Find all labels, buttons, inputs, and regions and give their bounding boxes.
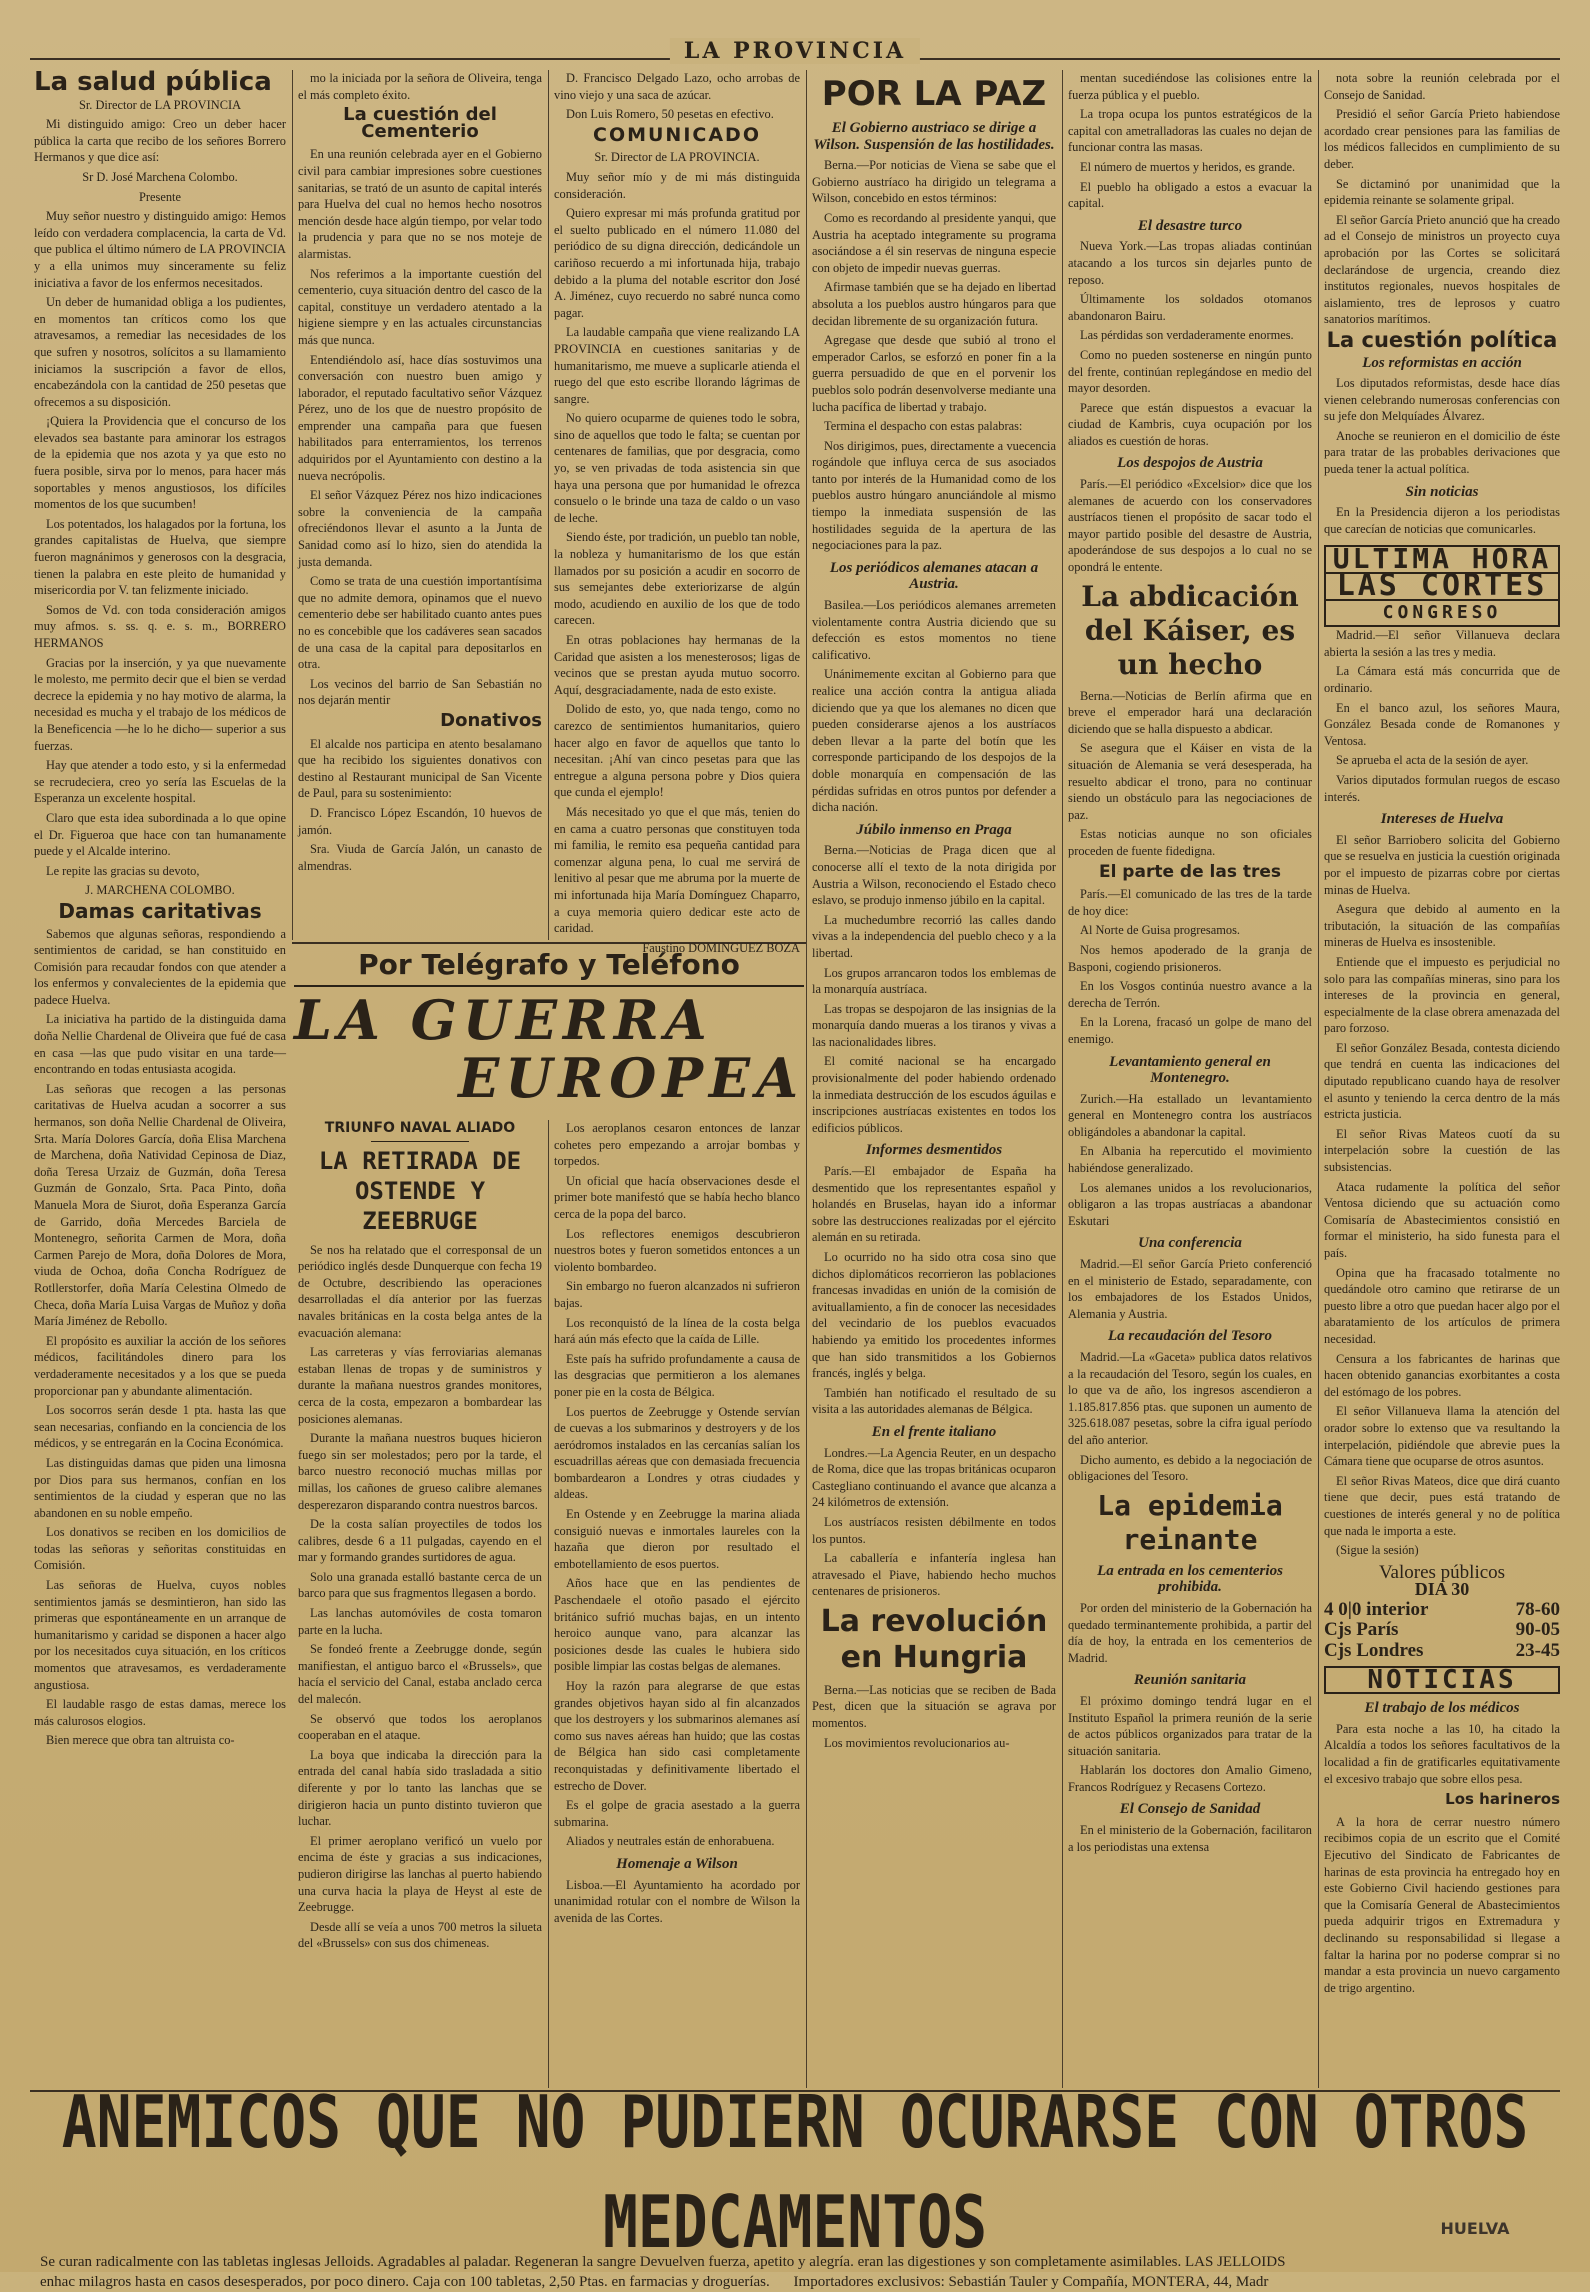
paragraph: Zurich.—Ha estallado un levantamiento general en Montenegro contra los austríacos obligándoles a abandonar la capital. [1068,1091,1312,1139]
paragraph: Los diputados reformistas, desde hace días vienen celebrando numerosas conferencias con su jefe don Melquíades Álvarez. [1324,376,1560,424]
article-title: La cuestión del Cementerio [343,104,497,142]
paragraph: D. Francisco Delgado Lazo, ocho arrobas de vino viejo y una saca de azúcar. [554,71,800,102]
article-title: Sin noticias [1405,483,1479,500]
paragraph: El pueblo ha obligado a estos a evacuar la capital. [1068,179,1312,211]
ad-text [30,2272,1560,2292]
ad-headline: ANEMICOS QUE NO PUDIERN OCURARSE CON OTROS MEDCAMENTOS [61,2079,1529,2265]
divider [371,1141,469,1142]
column-rule [292,70,293,940]
paragraph: Los donativos se reciben en los domicilios de todas las señoras y señoritas constituidas en Comisión. [34,1525,286,1573]
section-box: ULTIMA HORA [1324,545,1560,574]
article-title: La recaudación del Tesoro [1107,1328,1273,1345]
paragraph: Censura a los fabricantes de harinas que hacen obtenido ganancias exorbitantes a costa del estómago de los pobres. [1324,1351,1560,1399]
paragraph: En los Vosgos continúa nuestro avance a la derecha de Terrón. [1068,979,1312,1010]
paragraph: Sr. Director de LA PROVINCIA [78,97,242,112]
paragraph: Presidió el señor García Prieto habiendose acordado crear pensiones para las familias de los médicos fallecidos en cumplimiento de su deber. [1324,107,1560,171]
paragraph: Se observó que todos los aeroplanos cooperaban en el ataque. [298,1711,542,1743]
paragraph: Un oficial que hacía observaciones desde el primer bote manifestó que se había hecho blanco cerca de la popa del barco. [554,1173,800,1221]
ad-text: Se curan radicalmente con las tabletas inglesas Jelloids. Agradables al paladar. Regeneran la sangre Devuelven fuerza, apetito y alegría. eran las digestiones y son completamente asimilables. LAS JELLOIDS [40,2254,1286,2270]
paragraph: Nueva York.—Las tropas aliadas continúan atacando a los turcos sin dejarles punto de reposo. [1068,239,1312,287]
paragraph: Bien merece que obra tan altruista co- [46,1733,235,1748]
value-row [1324,1640,1560,1662]
paragraph: Al Norte de Guisa progresamos. [1080,923,1241,938]
paragraph: Sabemos que algunas señoras, respondiendo a sentimientos de caridad, se han constituido en Comisión para recaudar fondos con que atender a los enfermos y convalecientes de la epidemia que padece Huelva. [34,926,286,1007]
column-4 [812,70,1056,2088]
paragraph: El señor González Besada, contesta diciendo que tendrá en cuenta las indicaciones del diputado republicano cuando haya de resolver el asunto y teniendo la cerca dentro de la más estricta justicia. [1324,1040,1560,1122]
paragraph: Varios diputados formulan ruegos de escaso interés. [1324,772,1560,804]
paragraph: Se aprueba el acta de la sesión de ayer. [1336,753,1529,768]
paragraph: Sr. Director de LA PROVINCIA. [594,150,760,165]
paragraph: Berna.—Noticias de Praga dicen que al conocerse allí el texto de la nota dirigida por Austria a Wilson, reconociendo el Estado checo eslavo, se produjo inmenso júbilo en la capital. [812,843,1056,908]
article-title: La epidemia reinante [1097,1488,1283,1556]
paragraph: Presente [139,189,181,204]
paragraph: Parece que están dispuestos a evacuar la ciudad de Kambris, cuya ocupación por los aliados es cuestión de horas. [1068,400,1312,448]
paragraph: El señor Rivas Mateos, dice que dirá cuanto tiene que decir, pues está tratando de cuestiones de interés general y no de política que nada le importa a este. [1324,1473,1560,1538]
paragraph: Por orden del ministerio de la Gobernación ha quedado terminantemente prohibida, a partir del día de hoy, la entrada en los cementerios de Madrid. [1068,1600,1312,1665]
ad-text-part: enhac milagros hasta en casos desesperados, por poco dinero. Caja con 100 tabletas, 2,50 Ptas. en farmacias y droguerías. [40,2274,770,2290]
article-title: La cuestión política [1326,327,1558,352]
paragraph: Mi distinguido amigo: Creo un deber hacer pública la carta que recibo de los señores Borrero Hermanos y que dice así: [34,117,286,165]
war-column-1 [298,1120,542,2088]
paragraph: La iniciativa ha partido de la distinguida dama doña Nellie Chardenal de Oliveira que fué de casa en casa —las que pudo visitar en una tarde— encontrando en todas entusiasta acogida. [34,1012,286,1077]
value-amount: 78-60 [1515,1598,1560,1620]
paragraph: Sr D. José Marchena Colombo. [82,169,238,184]
paragraph: Durante la mañana nuestros buques hicieron fuego sin ser molestados; pero por la tarde, el barco nuestro reconoció muchas millas por millas, los cañones de grueso calibre alemanes desperezaron disparando contra nuestros barcos. [298,1431,542,1512]
value-amount: 23-45 [1515,1640,1560,1662]
masthead-title: LA PROVINCIA [670,38,920,64]
paragraph: Anoche se reunieron en el domicilio de éste para tratar de las probables derivaciones que pueda tener la actual política. [1324,428,1560,477]
paragraph: Es el golpe de gracia asestado a la guerra submarina. [554,1798,800,1829]
paragraph: La boya que indicaba la dirección para la entrada del canal había sido trasladada a sitio diferente y por lo tanto las lanchas que se dirigieron hacia un punto distinto tuvieron que luchar. [298,1747,542,1829]
paragraph: D. Francisco López Escandón, 10 huevos de jamón. [298,805,542,837]
value-label: Cjs París [1324,1619,1399,1641]
paragraph: El laudable rasgo de estas damas, merece los más calurosos elogios. [34,1697,286,1728]
column-rule [1062,70,1063,2088]
paragraph: Nos dirigimos, pues, directamente a vuecencia rogándole que influya cerca de sus asociados tanto por interés de la Humanidad como de los pueblos austro húngaro anunciándole al mismo tiempo la inmediata suspensión de las hostilidades seguida de la apertura de las negociaciones para la paz. [812,438,1056,553]
war-column-2 [554,1120,800,2088]
article-title: Homenaje a Wilson [616,1855,738,1872]
column-rule [548,70,549,940]
paragraph: La tropa ocupa los puntos estratégicos de la capital con ametralladoras las cuales no dejan de funcionar contra las masas. [1068,107,1312,155]
section-kicker: Por Telégrafo y Teléfono [358,948,740,981]
paragraph: Se asegura que el Káiser en vista de la situación de Alemania se verá desesperada, ha resuelto abdicar el trono, para no continuar siendo un obstáculo para las negociaciones de paz. [1068,741,1312,822]
paragraph: Entendiéndolo así, hace días sostuvimos una conversación con nuestro buen amigo y laborador, el reputado facultativo señor Vázquez Pérez, uno de los que de nuestro propósito de emprender una campaña para que fuesen habilitados para enterramientos, los terrenos adquiridos por el Ayuntamiento con destino a la nueva necrópolis. [298,352,542,483]
war-section-header [294,948,804,1110]
section-kicker: TRIUNFO NAVAL ALIADO [324,1120,516,1136]
values-title: Valores públicos [1378,1561,1506,1583]
article-title: El parte de las tres [1098,861,1282,882]
paragraph: En Ostende y en Zeebrugge la marina aliada consiguió nuevas e inmortales laureles con la hazaña que dieron por resultado el embotellamiento de esos puertos. [554,1507,800,1571]
divider [294,985,804,987]
article-title: La revolución en Hungria [820,1603,1048,1675]
article-title: El desastre turco [1137,217,1243,234]
paragraph: Las pérdidas son verdaderamente enormes. [1080,328,1294,343]
article-title: Levantamiento general en Montenegro. [1109,1053,1271,1087]
paragraph: Las distinguidas damas que piden una limosna por Dios para sus hermanos, confían en los sentimientos de la ciudad y esperan que no las abandonen en su noble empeño. [34,1455,286,1520]
paragraph: El primer aeroplano verificó un vuelo por encima de éste y gracias a sus indicaciones, pudieron dirigirse las lanchas al puerto habiendo una curva hacia la playa de Heyst al este de Zeebrugge. [298,1833,542,1915]
paragraph: A la hora de cerrar nuestro número recibimos copia de un escrito que el Comité Ejecutivo del Sindicato de Fabricantes de harinas de esta provincia ha entregado hoy en este Gobierno Civil haciendo gestiones para que la Comisaría General de Abastecimientos pueda adquirir trigos en Extremadura y declinando su responsabilidad si llegase a faltar la harina por no poderse comprar si no mandar a esta provincia un nuevo cargamento de trigo argentino. [1324,1814,1560,1995]
war-title-line-2: EUROPEA [458,1046,804,1110]
paragraph: Nos hemos apoderado de la granja de Basponi, cogiendo prisioneros. [1068,942,1312,974]
paragraph: Como se trata de una cuestión importantísima que no admite demora, opinamos que el nuevo cementerio debe ser habilitado cuanto antes pues no es concebible que los cadáveres sean sacados de una casa de la capital para depositarlos en otra. [298,574,542,672]
paragraph: El señor Vázquez Pérez nos hizo indicaciones sobre la conveniencia de la campaña ofreciéndonos llevar el asunto a la Junta de Sanidad como así lo hizo, sien do atendida la justa demanda. [298,488,542,569]
article-title: POR LA PAZ [821,74,1047,114]
paragraph: Agregase que desde que subió al trono el emperador Carlos, se esforzó en poner fin a la guerra persuadido de que en el porvenir los pueblos solo podrán desenvolverse mediante una lucha pacífica de libertad y trabajo. [812,333,1056,414]
paragraph: Los austríacos resisten débilmente en todos los puntos. [812,1514,1056,1546]
article-subtitle: La entrada en los cementerios prohibida. [1097,1562,1283,1596]
value-row [1324,1619,1560,1641]
archive-stamp: HUELVA [1440,2219,1510,2238]
paragraph: París.—El embajador de España ha desmentido que los representantes español y holandés en Bruselas, hayan ido a informar sobre las destrucciones realizadas por el ejército alemán en su retirada. [812,1164,1056,1245]
paragraph: Dicho aumento, es debido a la negociación de obligaciones del Tesoro. [1068,1452,1312,1484]
article-title: La abdicación del Káiser, es un hecho [1081,579,1299,681]
paragraph: Los potentados, los halagados por la fortuna, los grandes capitalistas de Huelva, que siempre fueron magnánimos y generosos con la desgracia, tienen la palabra en este pleito de humanidad y misericordia por V. tan felizmente iniciado. [34,516,286,598]
paragraph: Para esta noche a las 10, ha citado la Alcaldía a todos los señores facultativos de la localidad a fin de gratificarles equitativamente el excesivo trabajo que sobre ellos pesa. [1324,1721,1560,1786]
paragraph: Claro que esta idea subordinada a lo que opine el Dr. Figueroa que hace con tan humanamente puede y el Alcalde interino. [34,810,286,859]
paragraph: Más necesitado yo que el que más, tenien do en cama a cuatro personas que constituyen toda mi familia, le remito esa pequeña cantidad para comenzar alguna pena, lo cual me servirá de lenitivo al pesar que me abruma por la muerte de mi infortunada hija María Domínguez Chaparro, a cuya memoria quiero dedicar este acto de caridad. [554,804,800,936]
paragraph: Los grupos arrancaron todos los emblemas de la monarquía austríaca. [812,965,1056,997]
paragraph: Se dictaminó por unanimidad que la epidemia reinante se solamente gripal. [1324,176,1560,208]
paragraph: Se fondeó frente a Zeebrugge donde, según manifiestan, el antiguo barco el «Brussels», que hacía el servicio del Canal, estaba anclado cerca del malecón. [298,1642,542,1707]
paragraph: Los reconquistó de la línea de la costa belga hará aún más efecto que la caída de Lille. [554,1315,800,1347]
paragraph: En la Presidencia dijeron a los periodistas que carecían de noticias que comunicarles. [1324,505,1560,536]
paragraph: La Cámara está más concurrida que de ordinario. [1324,664,1560,695]
paragraph: Berna.—Por noticias de Viena se sabe que el Gobierno austríaco ha dirigido un telegrama a Wilson, concebido en estos términos: [812,158,1056,206]
paragraph: Como no pueden sostenerse en ningún punto del frente, continúan replegándose en medio del mayor desorden. [1068,347,1312,396]
paragraph: No quiero ocuparme de quienes todo le sobra, sino de aquellos que todo le falta; se cuentan por centenares de familias, que por desgracia, como yo, se ven privadas de toda asistencia sin que haya una persona que por humanidad le ofrezca consuelo o le brinde una taza de caldo o un vaso de leche. [554,411,800,525]
paragraph: El número de muertos y heridos, es grande. [1080,159,1296,174]
ad-text-part: Importadores exclusivos: Sebastián Tauler y Compañía, MONTERA, 44, Madr [793,2274,1269,2290]
column-5 [1068,70,1312,2088]
paragraph: El señor Villanueva llama la atención del orador sobre lo extenso que va resultando la interpelación, pidiéndole que abrevie pues la Cámara tiene que ocuparse de otros asuntos. [1324,1404,1560,1469]
paragraph: Madrid.—El señor Villanueva declara abierta la sesión a las tres y media. [1324,628,1560,659]
paragraph: mo la iniciada por la señora de Oliveira, tenga el más completo éxito. [298,71,542,102]
paragraph: El señor Rivas Mateos cuotí da su interpelación sobre la cuestión de las subsistencias. [1324,1126,1560,1175]
paragraph: Los puertos de Zeebrugge y Ostende servían de cuevas a los submarinos y destroyers y de los aeródromos instalados en las cercanías salían los escuadrillas aéreas que con demasiada frecuencia bombardearon a Londres y otras ciudades y aldeas. [554,1404,800,1502]
masthead-rule [30,38,1560,64]
paragraph: Ataca rudamente la política del señor Ventosa diciendo que su actuación como Comisaría de Abastecimientos consistió en formar el ministerio, ha sido funesta para el país. [1324,1179,1560,1260]
article-title: Los periódicos alemanes atacan a Austria. [829,559,1039,593]
paragraph: El señor García Prieto anunció que ha creado ad el Consejo de ministros un proyecto cuya aprobación por las Cortes se solicitará declarándose de urgencia, creando diez institutos regionales, nuevos hospitales de aislamiento, tres de leprosos y cuatro sanatorios marítimos. [1324,212,1560,327]
paragraph: Solo una granada estalló bastante cerca de un barco para que sus fragmentos llegasen a bordo. [298,1569,542,1601]
paragraph: En Albania ha repercutido el movimiento habiéndose generalizado. [1068,1144,1312,1176]
value-label: Cjs Londres [1324,1640,1424,1662]
paragraph: Años hace que en las pendientes de Paschendaele el otoño pasado el ejército británico sufrió muchas bajas, en un intento heroico aunque vano, para alcanzar las posiciones desde las cuales le hubiera sido posible limpiar las costas belgas de alemanes. [554,1576,800,1674]
article-title: En el frente italiano [871,1423,997,1440]
paragraph: Unánimemente excitan al Gobierno para que realice una acción contra la antigua aliada diciendo que ya que los alemanes no dicen que pueden considerarse ajenos a los austríacos deben llevar a la parte del botín que les corresponde participando de los despojos de la doble monarquía en compensación de las pérdidas sufridas en otros puntos por defender a dicha nación. [812,667,1056,815]
paragraph: ¡Quiera la Providencia que el concurso de los elevados sea bastante para aminorar los estragos de la epidemia que nos azota y ya que esto no fuera posible, sirva por lo menos, para hacer más soportables y menos angustiosos, los difíciles momentos de los que sucumben! [34,414,286,512]
article-subtitle: El Gobierno austriaco se dirige a Wilson. Suspensión de las hostilidades. [813,120,1055,153]
paragraph: También han notificado el resultado de su visita a las autoridades alemanas de Bélgica. [812,1385,1056,1417]
paragraph: Termina el despacho con estas palabras: [824,419,1023,434]
paragraph: El señor Barriobero solicita del Gobierno que se resuelva en justicia la cuestión originada por el impuesto de pizarras cobre por ciertas minas de Huelva. [1324,832,1560,897]
paragraph: Nos referimos a la importante cuestión del cementerio, cuya situación dentro del casco de la capital, constituye un verdadero atentado a la higiene siempre y en las actuales circunstancias más que nunca. [298,266,542,347]
paragraph: Los vecinos del barrio de San Sebastián no nos dejarán mentir [298,676,542,708]
paragraph: La caballería e infantería inglesa han atravesado el Piave, habiendo hecho muchos centenares de prisioneros. [812,1551,1056,1599]
paragraph: París.—El periódico «Excelsior» dice que los alemanes de acuerdo con los conservadores austríacos tienen el propósito de sacar todo el mayor partido posible del desastre de Austria, apoderándose de sus despojos a lo cual no se opondrá le entente. [1068,477,1312,575]
paragraph: El próximo domingo tendrá lugar en el Instituto Español la primera reunión de la serie de actos públicos organizados para tratar de la situación sanitaria. [1068,1693,1312,1758]
paragraph: Las lanchas automóviles de costa tomaron parte en la lucha. [298,1606,542,1637]
column-rule [1318,70,1319,2088]
paragraph: Los socorros serán desde 1 pta. hasta las que sean necesarias, confiando en la conciencia de los médicos, y se entregarán en la Cocina Económica. [34,1403,286,1451]
paragraph: Los movimientos revolucionarios au- [824,1735,1010,1750]
paragraph: Entiende que el impuesto es perjudicial no solo para las compañías mineras, sino para los intereses de la provincia en general, especialmente de la clase obrera amenazada del paro forzoso. [1324,954,1560,1036]
article-title: La salud pública [34,67,272,97]
article-title: Donativos [440,709,542,731]
paragraph: Lisboa.—El Ayuntamiento ha acordado por unanimidad rotular con el nombre de Wilson la avenida de las Cortes. [554,1877,800,1925]
signature: J. MARCHENA COLOMBO. [85,883,235,898]
column-2 [298,70,542,940]
paragraph: Muy señor nuestro y distinguido amigo: Hemos leído con verdadera complacencia, la carta de Vd. que publica el último número de LA PROVINCIA y a ella unimos muy sinceramente su feliz iniciativa a favor de los enfermos necesitados. [34,209,286,290]
paragraph: El propósito es auxiliar la acción de los señores médicos, facilitándoles dinero para los verdaderamente necesitados y a los que se pueda proporcionar pan y abundante alimentación. [34,1333,286,1398]
paragraph: Las señoras de Huelva, cuyos nobles sentimientos jamás se desmintieron, han sido las primeras que espontáneamente en un arranque de humanitarismo y caridad se disponen a hacer algo por los necesitados cuya situación, en los críticos momentos que atravesamos, es verdaderamente angustiosa. [34,1578,286,1692]
article-title: Reunión sanitaria [1133,1672,1247,1689]
paragraph: Aliados y neutrales están de enhorabuena. [566,1834,775,1849]
paragraph: (Sigue la sesión) [1336,1543,1419,1558]
paragraph: Madrid.—El señor García Prieto conferenció en el ministerio de Estado, separadamente, con los embajadores de los Estados Unidos, Alemania y Austria. [1068,1257,1312,1321]
column-rule [548,1120,549,2088]
paragraph: Los alemanes unidos a los revolucionarios, obligaron a las tropas austríacas a abandonar Eskutari [1068,1180,1312,1228]
paragraph: Berna.—Las noticias que se reciben de Bada Pest, dicen que la situación se agrava por momentos. [812,1682,1056,1731]
paragraph: Hablarán los doctores don Amalio Gimeno, Francos Rodríguez y Recasens Cortezo. [1068,1763,1312,1794]
paragraph: La laudable campaña que viene realizando LA PROVINCIA en cuestiones sanitarias y de humanitarismo, me mueve a suplicarle atienda el ruego del que esto escribe llorando lágrimas de sangre. [554,325,800,406]
paragraph: Las tropas se despojaron de las insignias de la monarquía dando mueras a los tiranos y vivas a las nacionalidades libres. [812,1001,1056,1049]
paragraph: Asegura que debido al aumento en la tributación, la situación de las compañías mineras de Huelva es insostenible. [1324,902,1560,950]
paragraph: Don Luis Romero, 50 pesetas en efectivo. [566,107,774,122]
paragraph: Este país ha sufrido profundamente a causa de las desgracias que permitieron a los alemanes poner pie en la costa de Bélgica. [554,1351,800,1399]
signature: Faustino DOMINGUEZ BOZA [642,940,800,955]
paragraph: Opina que ha fracasado totalmente no quedándole otro camino que retirarse de un puesto libre a otro que puedan hacer algo por el abaratamiento de los artículos de primera necesidad. [1324,1265,1560,1346]
paragraph: En otras poblaciones hay hermanas de la Caridad que asisten a los menesterosos; ligas de vecinos que se prestan ayuda mutuo socorro. Aquí, desgraciadamente, nada de esto existe. [554,633,800,697]
article-title: Una conferencia [1138,1235,1242,1252]
article-title: El Consejo de Sanidad [1119,1801,1261,1818]
advertisement [30,2079,1560,2290]
paragraph: Somos de Vd. con toda consideración amigos muy afmos. s. ss. q. e. s. m., BORRERO HERMANOS [34,602,286,650]
value-label: 4 0|0 interior [1324,1598,1429,1620]
paragraph: Quiero expresar mi más profunda gratitud por el suelto publicado en el número 11.080 del periódico de su digna dirección, dedicándole un cariñoso recuerdo a mi infortunada hija, trabajo debido a la pluma del notable escritor don José A. Jiménez, cuyo recuerdo no sabré nunca como pagar. [554,206,800,320]
paragraph: Dolido de esto, yo, que nada tengo, como no carezco de sentimientos humanitarios, quiero hacer algo en favor de aquellos que tanto lo necesitan. ¡Ahí van cinco pesetas para que las entregue a alguna persona pobre y Dios quiera que cunda el ejemplo! [554,702,800,800]
paragraph: Los reflectores enemigos descubrieron nuestros botes y fueron sometidos entonces a un violento bombardeo. [554,1226,800,1274]
paragraph: En el banco azul, los señores Maura, González Besada conde de Romanones y Ventosa. [1324,700,1560,748]
article-title: LA RETIRADA DE OSTENDE Y ZEEBRUGE [318,1146,522,1235]
column-rule [806,70,807,2088]
paragraph: Últimamente los soldados otomanos abandonaron Bairu. [1068,292,1312,323]
paragraph: La muchedumbre recorrió las calles dando vivas a la independencia del pueblo checo y a la libertad. [812,912,1056,960]
article-title: Damas caritativas [58,898,262,923]
paragraph: Se nos ha relatado que el corresponsal de un periódico inglés desde Dunquerque con fecha 19 de Octubre, describiendo las operaciones desarrolladas el día anterior por las fuerzas navales británicas en la costa belga antes de la evacuación alemana: [298,1242,542,1340]
value-amount: 90-05 [1515,1619,1560,1641]
paragraph: De la costa salían proyectiles de todos los calibres, desde 6 a 11 pulgadas, cayendo en el mar y formando grandes surtidores de agua. [298,1517,542,1565]
paragraph: Berna.—Noticias de Berlín afirma que en breve el emperador hará una declaración diciendo que se halla dispuesto a abdicar. [1068,688,1312,736]
values-day: DIA 30 [1414,1579,1470,1600]
paragraph: Lo ocurrido no ha sido otra cosa sino que dichos diplomáticos recorrieron las poblaciones francesas invadidas en unión de la comisión de avituallamiento, a fin de conocer las necesidades del vecindario de los pueblos evacuados habiendo ya emitido los procedentes informes que han sido transmitidos a los Gobiernos francés, inglés y belga. [812,1250,1056,1381]
paragraph: Hay que atender a todo esto, y si la enfermedad se recrudeciera, creo yo sería las Escuelas de la Esperanza un excelente hospital. [34,758,286,806]
paragraph: París.—El comunicado de las tres de la tarde de hoy dice: [1068,887,1312,918]
paragraph: Siendo éste, por tradición, un pueblo tan noble, la nobleza y humanitarismo de los que están llamados por su posición a acudir en socorro de sus semejantes debe exteriorizarse de algún modo, acudiendo en auxilio de los que de todo carecen. [554,530,800,628]
article-title: Los despojos de Austria [1117,455,1263,472]
war-title-line-1: LA GUERRA [294,988,713,1052]
paragraph: Hoy la razón para alegrarse de que estas grandes objetivos hayan sido al fin alcanzados que los destroyers y los submarinos alemanes así como sus naves aéreas han huido; que las costas de Bélgica han sido casi completamente reconquistadas y definitivamente libertado el estrecho de Dover. [554,1679,800,1793]
article-title: Informes desmentidos [865,1142,1003,1159]
section-box: LAS CORTES [1324,574,1560,601]
value-row [1324,1598,1560,1620]
paragraph: En una reunión celebrada ayer en el Gobierno civil para cambiar impresiones sobre cuestiones sanitarias, se trató de un asunto de capital interés para Huelva del cual no hemos hecho nosotros mención desde hace algún tiempo, por velar todo la prudencia y para que no se nos moteje de alarmistas. [298,147,542,261]
paragraph: Un deber de humanidad obliga a los pudientes, en momentos tan críticos como los que atravesamos, a remediar las necesidades de los que sufren y nosotros, solícitos a su llamamiento iniciamos la suscripción a favor de ellos, encabezándola con la cantidad de 250 pesetas que ofrecemos a su disposición. [34,295,286,409]
paragraph: Le repite las gracias su devoto, [46,863,200,878]
paragraph: Gracias por la inserción, y ya que nuevamente le molesto, me permito decir que el bien se verdad decrece la epidemia y no hay motivo de alarma, la necesidad es mucha y el trabajo de los médicos de la Beneficencia —he lo he dicho— superior a sus fuerzas. [34,655,286,753]
paragraph: El comité nacional se ha encargado provisionalmente del poder habiendo ordenado la inmediata destrucción de los escudos águilas e inscripciones austríacas existentes en todos los edificios públicos. [812,1054,1056,1135]
article-title: Los reformistas en acción [1362,354,1522,371]
article-title: Los harineros [1445,1790,1560,1809]
article-title: Júbilo inmenso en Praga [856,821,1012,838]
paragraph: En la Lorena, fracasó un golpe de mano del enemigo. [1068,1015,1312,1046]
paragraph: Desde allí se veía a unos 700 metros la silueta del «Brussels» con sus dos chimeneas. [298,1919,542,1951]
article-title: Intereses de Huelva [1380,811,1504,828]
section-box: CONGRESO [1324,601,1560,628]
paragraph: El alcalde nos participa en atento besalamano que ha recibido los siguientes donativos con destino al Restaurant municipal de San Vicente de Paul, para su sostenimiento: [298,736,542,801]
paragraph: Londres.—La Agencia Reuter, en un despacho de Roma, dice que las tropas británicas ocuparon Castegliano continuando el avance que alcanza a 24 kilómetros de extensión. [812,1445,1056,1510]
paragraph: nota sobre la reunión celebrada por el Consejo de Sanidad. [1324,71,1560,102]
article-title: El trabajo de los médicos [1364,1700,1520,1717]
article-title: COMUNICADO [593,123,761,146]
paragraph: Sra. Viuda de García Jalón, un canasto de almendras. [298,842,542,873]
paragraph: Afirmase también que se ha dejado en libertad absoluta a los pueblos austro húngaros para que decidan libremente de su organización futura. [812,280,1056,328]
column-6 [1324,70,1560,2088]
paragraph: Madrid.—La «Gaceta» publica datos relativos a la recaudación del Tesoro, según los cuales, en lo que va de año, los ingresos ascendieron a 1.185.817.856 ptas. que suponen un aumento de 325.618.087 pesetas, sobre la cifra igual período del año anterior. [1068,1350,1312,1447]
paragraph: mentan sucediéndose las colisiones entre la fuerza pública y el pueblo. [1068,71,1312,102]
column-1 [34,67,286,2088]
paragraph: Como es recordando al presidente yanqui, que Austria ha aceptado integramente su programa asociándose a él sin reservas de ninguna especie con objeto de impedir nuevas guerras. [812,210,1056,275]
paragraph: Estas noticias aunque no son oficiales proceden de fuente fidedigna. [1068,827,1312,858]
paragraph: Basilea.—Los periódicos alemanes arremeten violentamente contra Austria diciendo que su defección es estos momentos no tiene calificativo. [812,598,1056,662]
paragraph: Sin embargo no fueron alcanzados ni sufrieron bajas. [554,1279,800,1310]
column-3 [554,70,800,955]
paragraph: Las carreteras y vías ferroviarias alemanas estaban llenas de tropas y de suministros y durante la mañana nuestros grandes monitores, cerca de la costa, empezaron a bombardear las posiciones alemanas. [298,1345,542,1426]
section-box: NOTICIAS [1324,1666,1560,1695]
paragraph: Las señoras que recogen a las personas caritativas de Huelva acudan a socorrer a sus hermanos, son doña Nellie Chardenal de Oliveira, Srta. María Dolores García, doña Elisa Marchena de Marchena, doña Natividad Cepinosa de Diaz, doña Teresa Urzaiz de Guzmán, doña Teresa Guzmán de Gonzalo, Srta. Paca Pinto, doña Manuela Mora de Siurot, doña Esperanza García de Garrido, doña Mercedes Barciela de Montenegro, señorita Carmen de Mora, doña Carmen Parejo de Mora, doña Dolores de Mora, viuda de Ochoa, doña Concha Rodríguez de Rotllerstorfer, doña María Celestina Olmedo de Checa, doña María Luisa Vargas de Muñoz y doña María Jiménez de Rebollo. [34,1081,286,1329]
paragraph: Muy señor mío y de mi más distinguida consideración. [554,169,800,201]
paragraph: Los aeroplanos cesaron entonces de lanzar cohetes pero empezando a arrojar bombas y torpedos. [554,1121,800,1169]
paragraph: En el ministerio de la Gobernación, facilitaron a los periodistas una extensa [1068,1823,1312,1854]
